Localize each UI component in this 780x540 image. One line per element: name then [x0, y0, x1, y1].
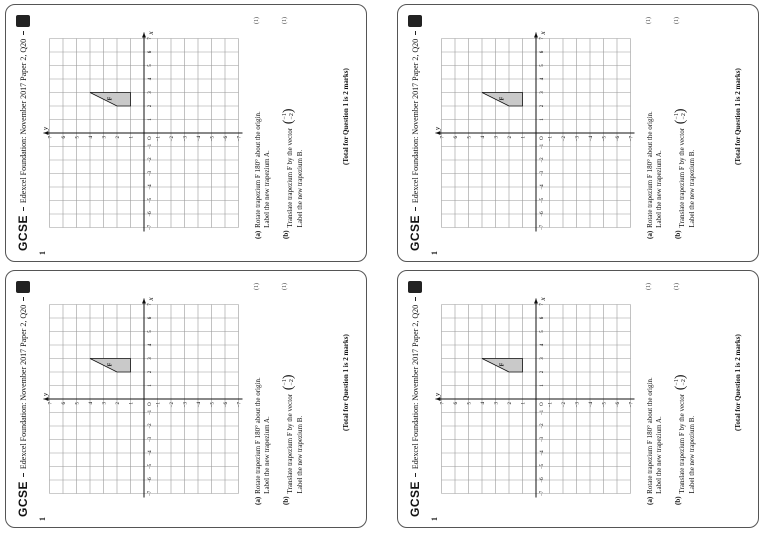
translation-vector: ( −1 −2 ) [672, 374, 688, 391]
x-tick-label: 3 [540, 357, 545, 360]
x-tick-label: 6 [540, 316, 545, 320]
part-b-marks: (1) [281, 17, 288, 24]
x-tick-label: −2 [148, 157, 153, 163]
x-tick-label: O [540, 402, 545, 406]
x-tick-label: 2 [148, 370, 153, 374]
part-a [254, 283, 272, 505]
y-tick-label: −3 [575, 136, 581, 142]
worksheet-page [6, 5, 366, 261]
y-tick-label: 2 [116, 402, 121, 405]
part-b [282, 17, 305, 239]
part-a-instruction: Rotate trapezium F 180° about the origin. [254, 111, 262, 228]
x-tick-label: O [540, 136, 545, 140]
x-tick-label: 1 [540, 118, 545, 121]
x-tick-label: 4 [148, 77, 153, 81]
part-a [254, 17, 272, 239]
part-a-label: (a) [646, 496, 654, 505]
y-tick-label: 5 [75, 136, 81, 139]
x-axis-arrow [142, 33, 146, 38]
x-tick-label: −4 [148, 184, 153, 190]
y-tick-label: 1 [129, 136, 135, 139]
header-rule [23, 473, 24, 477]
y-tick-label: −2 [562, 402, 567, 408]
y-axis-arrow [436, 131, 441, 135]
part-b-instruction: Translate trapezium F by the vector [677, 127, 686, 228]
x-axis-label: x [147, 297, 155, 301]
part-b-label: (b) [673, 230, 682, 239]
x-tick-label: −1 [148, 143, 153, 150]
y-tick-label: −5 [602, 402, 608, 408]
x-tick-label: −2 [540, 423, 545, 429]
header-rule [415, 31, 416, 35]
subject-title: GCSE [408, 214, 422, 251]
source-title: Edexcel Foundation: November 2017 Paper 2, Q20 [18, 304, 28, 470]
part-b-marks: (1) [673, 283, 680, 290]
coordinate-grid [428, 285, 644, 513]
worksheet-card-bottom-right [397, 270, 759, 528]
y-tick-label: −6 [616, 136, 621, 142]
question-text [646, 283, 706, 505]
part-b-label-instruction: Label the new trapezium B. [687, 149, 696, 228]
x-tick-label: 1 [148, 118, 153, 121]
x-tick-label: 2 [540, 370, 545, 374]
y-tick-label: 2 [508, 402, 513, 405]
x-tick-label: −4 [148, 450, 153, 456]
y-tick-label: −2 [170, 402, 175, 408]
x-tick-label: −6 [148, 211, 153, 217]
x-tick-label: 7 [540, 303, 545, 306]
shape-label: F [499, 362, 506, 367]
exam-board-logo-icon [408, 281, 422, 293]
x-axis-label: x [539, 297, 547, 301]
x-tick-label: 4 [148, 343, 153, 347]
coordinate-grid [36, 285, 252, 513]
y-tick-label: 1 [521, 402, 527, 405]
x-tick-label: −3 [540, 170, 545, 177]
part-b-instruction: Translate trapezium F by the vector [677, 393, 686, 494]
part-a-instruction: Rotate trapezium F 180° about the origin. [646, 111, 654, 228]
y-tick-label: 7 [48, 402, 54, 405]
question-text [646, 17, 706, 239]
part-a-label-instruction: Label the new trapezium A. [654, 416, 663, 494]
x-axis-arrow [534, 299, 538, 304]
worksheet-header [404, 15, 426, 251]
x-axis-label: x [539, 31, 547, 35]
x-tick-label: 4 [540, 77, 545, 81]
x-tick-label: −5 [540, 463, 545, 470]
x-tick-label: −4 [540, 184, 545, 190]
coordinate-grid [428, 19, 644, 247]
part-b-marks: (1) [673, 17, 680, 24]
y-tick-label: 2 [508, 136, 513, 139]
worksheet-card-bottom-left [5, 270, 367, 528]
x-tick-label: 5 [540, 64, 545, 67]
x-tick-label: 6 [148, 50, 153, 54]
x-tick-label: 7 [148, 303, 153, 306]
y-tick-label: 4 [89, 402, 94, 405]
x-tick-label: 1 [540, 384, 545, 387]
vector-bottom: −2 [680, 379, 687, 386]
part-a-label: (a) [254, 496, 262, 505]
x-tick-label: −6 [540, 211, 545, 217]
total-marks: (Total for Question 1 is 2 marks) [734, 68, 742, 165]
part-a-label-instruction: Label the new trapezium A. [654, 150, 663, 228]
part-b [674, 17, 697, 239]
x-tick-label: −4 [540, 450, 545, 456]
total-marks: (Total for Question 1 is 2 marks) [342, 68, 350, 165]
vector-bottom: −2 [288, 113, 295, 120]
shape-label: F [107, 362, 114, 367]
y-tick-label: −1 [156, 136, 162, 142]
worksheet-header [12, 281, 34, 517]
question-number: 1 [38, 251, 47, 255]
y-tick-label: −4 [589, 136, 594, 142]
x-tick-label: −5 [148, 197, 153, 204]
x-tick-label: 5 [148, 330, 153, 333]
y-tick-label: −7 [237, 402, 243, 408]
part-b-label: (b) [673, 496, 682, 505]
x-tick-label: −2 [540, 157, 545, 163]
part-a [646, 283, 664, 505]
y-tick-label: −7 [629, 402, 635, 408]
x-tick-label: −3 [148, 436, 153, 443]
question-number: 1 [430, 517, 439, 521]
question-number: 1 [430, 251, 439, 255]
vector-top: −1 [281, 379, 288, 386]
y-tick-label: 7 [48, 136, 54, 139]
x-tick-label: 7 [540, 37, 545, 40]
x-tick-label: −5 [540, 197, 545, 204]
source-title: Edexcel Foundation: November 2017 Paper 2, Q20 [410, 304, 420, 470]
y-tick-label: 3 [102, 402, 108, 405]
header-rule [415, 207, 416, 211]
y-tick-label: −5 [602, 136, 608, 142]
vector-bottom: −2 [680, 113, 687, 120]
vector-bottom: −2 [288, 379, 295, 386]
worksheet-page [398, 271, 758, 527]
part-b-label-instruction: Label the new trapezium B. [295, 149, 304, 228]
part-b-instruction: Translate trapezium F by the vector [285, 393, 294, 494]
y-tick-label: −1 [156, 402, 162, 408]
y-tick-label: −3 [183, 136, 189, 142]
y-tick-label: −4 [197, 136, 202, 142]
x-tick-label: −7 [540, 490, 545, 497]
x-tick-label: −7 [148, 490, 153, 497]
header-rule [23, 207, 24, 211]
part-a-label-instruction: Label the new trapezium A. [262, 150, 271, 228]
y-axis-label: y [433, 126, 442, 130]
y-tick-label: −4 [589, 402, 594, 408]
x-tick-label: −1 [148, 409, 153, 416]
y-axis-arrow [436, 397, 441, 401]
part-a-marks: (1) [254, 283, 260, 290]
y-tick-label: −2 [562, 136, 567, 142]
part-a-label-instruction: Label the new trapezium A. [262, 416, 271, 494]
subject-title: GCSE [408, 480, 422, 517]
x-tick-label: 6 [540, 50, 545, 54]
part-a-instruction: Rotate trapezium F 180° about the origin. [646, 377, 654, 494]
part-b-label: (b) [281, 230, 290, 239]
y-tick-label: 3 [494, 136, 500, 139]
y-tick-label: 1 [521, 136, 527, 139]
y-tick-label: −3 [183, 402, 189, 408]
exam-board-logo-icon [408, 15, 422, 27]
x-tick-label: −7 [540, 224, 545, 231]
y-tick-label: −1 [548, 402, 554, 408]
x-tick-label: −1 [540, 409, 545, 416]
y-tick-label: 7 [440, 136, 446, 139]
x-tick-label: 2 [540, 104, 545, 108]
y-tick-label: −5 [210, 402, 216, 408]
worksheet-card-top-left [5, 4, 367, 262]
y-tick-label: 7 [440, 402, 446, 405]
x-tick-label: O [148, 136, 153, 140]
y-axis-label: y [41, 126, 50, 130]
part-a-label: (a) [646, 230, 654, 239]
x-tick-label: 1 [148, 384, 153, 387]
subject-title: GCSE [16, 480, 30, 517]
source-title: Edexcel Foundation: November 2017 Paper 2, Q20 [18, 38, 28, 204]
question-text [254, 283, 314, 505]
x-tick-label: −3 [540, 436, 545, 443]
y-tick-label: 6 [62, 136, 67, 139]
y-tick-label: −7 [237, 136, 243, 142]
total-marks: (Total for Question 1 is 2 marks) [734, 334, 742, 431]
y-tick-label: −2 [170, 136, 175, 142]
x-tick-label: 4 [540, 343, 545, 347]
part-a [646, 17, 664, 239]
part-b-label-instruction: Label the new trapezium B. [295, 415, 304, 494]
header-rule [23, 297, 24, 301]
translation-vector: ( −1 −2 ) [280, 108, 296, 125]
y-tick-label: −1 [548, 136, 554, 142]
shape-label: F [499, 96, 506, 101]
worksheet-page [398, 5, 758, 261]
x-tick-label: 3 [540, 91, 545, 94]
exam-board-logo-icon [16, 15, 30, 27]
header-rule [23, 31, 24, 35]
source-title: Edexcel Foundation: November 2017 Paper 2, Q20 [410, 38, 420, 204]
y-tick-label: 6 [62, 402, 67, 405]
y-tick-label: −6 [224, 136, 229, 142]
x-tick-label: 3 [148, 357, 153, 360]
worksheet-header [12, 15, 34, 251]
x-tick-label: 5 [540, 330, 545, 333]
y-tick-label: 5 [467, 136, 473, 139]
y-tick-label: 6 [454, 136, 459, 139]
x-tick-label: −7 [148, 224, 153, 231]
translation-vector: ( −1 −2 ) [280, 374, 296, 391]
vector-top: −1 [673, 379, 680, 386]
part-b-instruction: Translate trapezium F by the vector [285, 127, 294, 228]
total-marks: (Total for Question 1 is 2 marks) [342, 334, 350, 431]
x-tick-label: −2 [148, 423, 153, 429]
x-tick-label: 7 [148, 37, 153, 40]
question-text [254, 17, 314, 239]
y-tick-label: 4 [481, 136, 486, 139]
vector-top: −1 [281, 113, 288, 120]
question-number: 1 [38, 517, 47, 521]
y-tick-label: 3 [102, 136, 108, 139]
part-a-instruction: Rotate trapezium F 180° about the origin. [254, 377, 262, 494]
part-a-marks: (1) [646, 17, 652, 24]
translation-vector: ( −1 −2 ) [672, 108, 688, 125]
x-tick-label: −6 [148, 477, 153, 483]
part-a-label: (a) [254, 230, 262, 239]
coordinate-grid [36, 19, 252, 247]
y-tick-label: −6 [224, 402, 229, 408]
header-rule [415, 473, 416, 477]
x-axis-arrow [142, 299, 146, 304]
part-b-label-instruction: Label the new trapezium B. [687, 415, 696, 494]
header-rule [415, 297, 416, 301]
y-tick-label: 2 [116, 136, 121, 139]
x-axis-label: x [147, 31, 155, 35]
x-tick-label: 2 [148, 104, 153, 108]
x-tick-label: −3 [148, 170, 153, 177]
y-axis-label: y [433, 392, 442, 396]
y-tick-label: −7 [629, 136, 635, 142]
x-tick-label: 6 [148, 316, 153, 320]
part-b-label: (b) [281, 496, 290, 505]
y-tick-label: 1 [129, 402, 135, 405]
x-axis-arrow [534, 33, 538, 38]
x-tick-label: −6 [540, 477, 545, 483]
y-axis-label: y [41, 392, 50, 396]
shape-label: F [107, 96, 114, 101]
y-tick-label: 3 [494, 402, 500, 405]
exam-board-logo-icon [16, 281, 30, 293]
y-tick-label: −6 [616, 402, 621, 408]
x-tick-label: 3 [148, 91, 153, 94]
x-tick-label: −5 [148, 463, 153, 470]
y-tick-label: 5 [75, 402, 81, 405]
part-a-marks: (1) [646, 283, 652, 290]
y-tick-label: −5 [210, 136, 216, 142]
x-tick-label: O [148, 402, 153, 406]
part-b [282, 283, 305, 505]
part-b [674, 283, 697, 505]
x-tick-label: −1 [540, 143, 545, 150]
y-axis-arrow [44, 131, 49, 135]
worksheet-header [404, 281, 426, 517]
y-tick-label: 5 [467, 402, 473, 405]
x-tick-label: 5 [148, 64, 153, 67]
y-tick-label: −4 [197, 402, 202, 408]
y-tick-label: −3 [575, 402, 581, 408]
part-a-marks: (1) [254, 17, 260, 24]
worksheet-page [6, 271, 366, 527]
subject-title: GCSE [16, 214, 30, 251]
y-tick-label: 4 [89, 136, 94, 139]
part-b-marks: (1) [281, 283, 288, 290]
y-tick-label: 6 [454, 402, 459, 405]
y-axis-arrow [44, 397, 49, 401]
worksheet-card-top-right [397, 4, 759, 262]
y-tick-label: 4 [481, 402, 486, 405]
vector-top: −1 [673, 113, 680, 120]
